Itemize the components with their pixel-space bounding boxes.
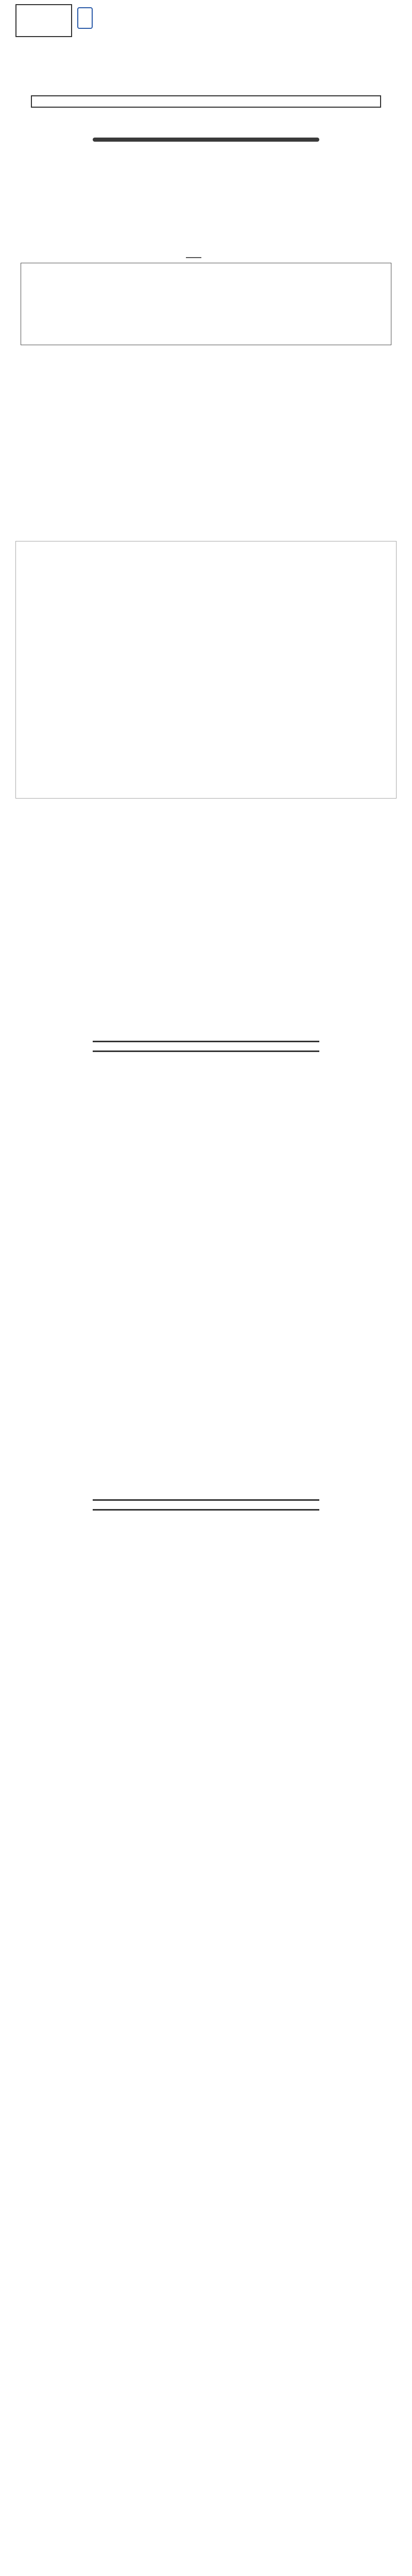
results-chart (15, 541, 397, 799)
press-release-label (15, 4, 72, 37)
headline-subtitle (93, 138, 319, 142)
ministry-logo-icon (77, 7, 93, 29)
attachment-banner (93, 1499, 319, 1511)
chart-svg (16, 544, 396, 786)
headline-box (31, 95, 381, 108)
summary-label (186, 257, 201, 258)
summary-box (21, 263, 391, 345)
header (15, 4, 397, 45)
attachment-banner (93, 1041, 319, 1052)
